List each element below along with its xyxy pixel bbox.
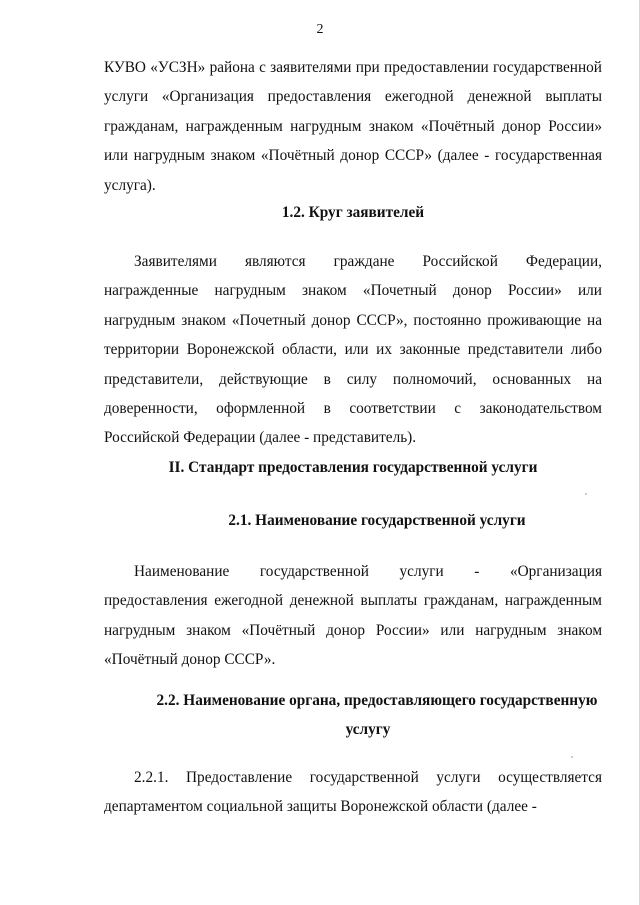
section-2-1 xyxy=(104,506,602,535)
section-2-1-body xyxy=(104,557,602,675)
intro-block xyxy=(104,53,602,200)
section-2-2-heading-line1: 2.2. Наименование органа, предоставляющего государственную xyxy=(156,692,598,709)
section-2-2-1 xyxy=(104,763,602,822)
section-1-2 xyxy=(104,198,602,227)
section-1-2-body xyxy=(104,247,602,453)
page-number: 2 xyxy=(316,22,324,37)
section-2-2-1-paragraph: 2.2.1. Предоставление государственной услуги осуществляется департаментом социальной защиты Воронежской области (далее - xyxy=(104,769,602,816)
intro-paragraph: КУВО «УСЗН» района с заявителями при предоставлении государственной услуги «Организация предоставления ежегодной денежной выплаты гражданам, награжденным нагрудным знаком «Почётный донор России» или нагрудным знаком «Почётный донор СССР» (далее - государственная услуга). xyxy=(104,59,602,194)
section-1-2-heading: 1.2. Круг заявителей xyxy=(281,204,425,221)
section-2-1-paragraph: Наименование государственной услуги - «Организация предоставления ежегодной денежной выплаты гражданам, награжденным нагрудным знаком «Почётный донор России» или нагрудным знаком «Почётный донор СССР». xyxy=(104,563,602,669)
section-2 xyxy=(104,453,602,482)
section-2-2 xyxy=(104,686,602,744)
section-2-heading: II. Стандарт предоставления государственной услуги xyxy=(168,459,538,476)
section-1-2-paragraph: Заявителями являются граждане Российской Федерации, награжденные нагрудным знаком «Почетный донор России» или нагрудным знаком «Почетный донор СССР», постоянно проживающие на территории Воронежской области, или их законные представители либо представители, действующие в силу полномочий, основанных на доверенности, оформленной в соответствии с законодательством Российской Федерации (далее - представитель). xyxy=(104,253,602,447)
section-2-2-heading-line2: услугу xyxy=(345,721,391,738)
scan-speck xyxy=(585,493,587,495)
section-2-1-heading: 2.1. Наименование государственной услуги xyxy=(228,512,526,529)
scan-speck xyxy=(571,756,573,758)
